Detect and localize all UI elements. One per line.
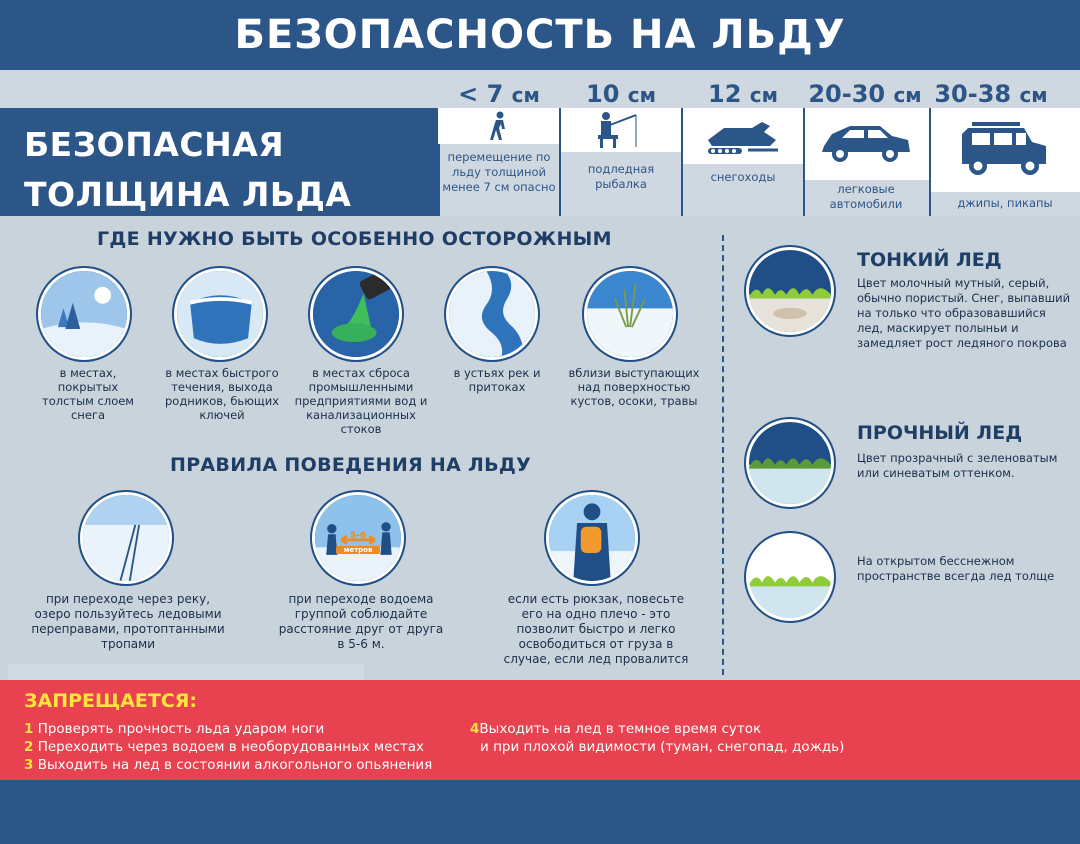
ski-track-icon [80, 492, 172, 584]
danger-caption: в устьях рек и притоках [453, 366, 541, 394]
danger-caption: вблизи выступающих над поверхностью кустов, осоки, травы [568, 366, 700, 408]
thickness-value: 12 см [708, 80, 778, 108]
thickness-caption: перемещение по льду толщиной менее 7 см опасно [442, 150, 556, 194]
forbidden-item: 1 Проверять прочность льда ударом ноги [24, 721, 325, 737]
thickness-value: 20-30 см [808, 80, 922, 108]
ice-type-text: Цвет молочный мутный, серый, обычно пористый. Снег, выпавший на только что образовавшийся лед, маскирует полыньи и замедляет рост ледяного покрова [857, 276, 1071, 350]
jeep-icon [958, 120, 1050, 178]
walking-person-icon [486, 111, 512, 141]
thickness-value: 10 см [586, 80, 656, 108]
forbidden-item-continued: и при плохой видимости (туман, снегопад, дождь) [480, 739, 845, 755]
dashed-divider [722, 235, 724, 675]
thickness-caption: джипы, пикапы [957, 196, 1053, 210]
forbidden-title: ЗАПРЕЩАЕТСЯ: [24, 690, 198, 712]
thin-ice-icon [746, 247, 834, 335]
footer-bar [0, 780, 1080, 844]
bottom-strip [8, 664, 364, 680]
ice-type-title: ТОНКИЙ ЛЕД [857, 249, 1002, 271]
thickness-caption: подледная рыбалка [587, 162, 655, 191]
reeds-icon [584, 268, 676, 360]
thickness-caption: легковые автомобили [829, 182, 903, 211]
rule-caption: при переходе водоема группой соблюдайте расстояние друг от друга в 5-6 м. [278, 592, 444, 651]
car-icon [820, 120, 912, 164]
rules-title: ПРАВИЛА ПОВЕДЕНИЯ НА ЛЬДУ [170, 454, 532, 476]
distance-badge: 5-6 [349, 531, 367, 541]
backpack-icon [546, 492, 638, 584]
strong-ice-icon [746, 419, 834, 507]
danger-caption: в местах, покрытых толстым слоем снега [42, 366, 134, 422]
river-mouth-icon [446, 268, 538, 360]
spring-water-icon [174, 268, 266, 360]
danger-title: ГДЕ НУЖНО БЫТЬ ОСОБЕННО ОСТОРОЖНЫМ [97, 228, 612, 250]
distance-badge-unit: метров [336, 546, 380, 554]
ice-type-text: Цвет прозрачный с зеленоватым или синеватым оттенком. [857, 451, 1058, 480]
drain-pipe-icon [310, 268, 402, 360]
ice-fishing-icon [596, 111, 640, 149]
danger-caption: в местах сброса промышленными предприятиями вод и канализационных стоков [294, 366, 428, 436]
forbidden-item: 4Выходить на лед в темное время суток [470, 721, 762, 737]
divider [681, 108, 683, 216]
divider [803, 108, 805, 216]
ice-type-text: На открытом бесснежном пространстве всегда лед толще [857, 554, 1055, 583]
forbidden-item: 3 Выходить на лед в состоянии алкогольного опьянения [24, 757, 433, 773]
header-bar [0, 0, 1080, 70]
danger-caption: в местах быстрого течения, выхода родников, бьющих ключей [164, 366, 279, 422]
thickness-title: БЕЗОПАСНАЯ ТОЛЩИНА ЛЬДА [24, 125, 352, 214]
snowy-forest-icon [38, 268, 130, 360]
page-title: БЕЗОПАСНОСТЬ НА ЛЬДУ [234, 12, 846, 58]
rule-caption: если есть рюкзак, повесьте его на одно плечо - это позволит быстро и легко освободиться от груза в случае, если лед провалится [503, 592, 689, 666]
thickness-value: 30-38 см [934, 80, 1048, 108]
snowmobile-icon [704, 118, 780, 156]
ice-type-title: ПРОЧНЫЙ ЛЕД [857, 422, 1023, 444]
open-ice-icon [746, 533, 834, 621]
rule-caption: при переходе через реку, озеро пользуйтесь ледовыми переправами, протоптанными тропами [31, 592, 225, 651]
thickness-value: < 7 см [458, 80, 540, 108]
thickness-caption: снегоходы [710, 170, 776, 184]
forbidden-item: 2 Переходить через водоем в необорудованных местах [24, 739, 424, 755]
